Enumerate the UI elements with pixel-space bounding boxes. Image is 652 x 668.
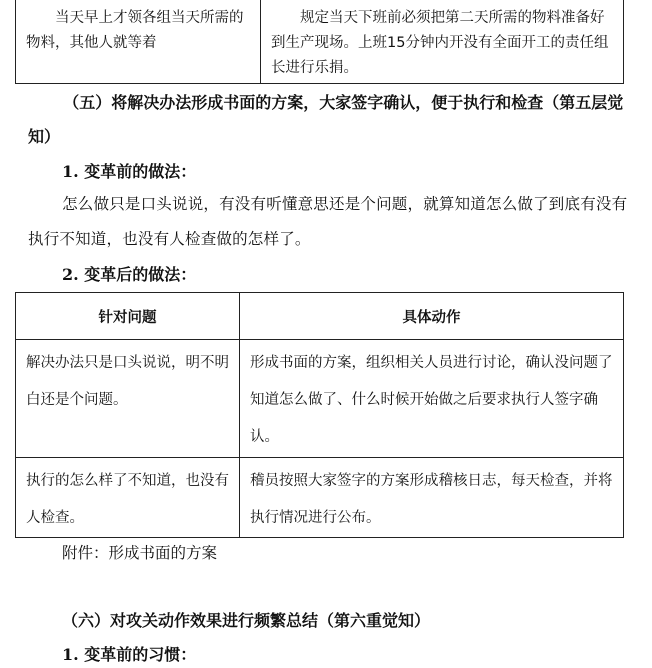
table-cell: 规定当天下班前必须把第二天所需的物料准备好到生产现场。上班15分钟内开没有全面开工的责任组长进行乐捐。	[261, 0, 624, 84]
table-header-row	[16, 293, 624, 340]
table-row	[16, 0, 624, 84]
attachment-note: 附件：形成书面的方案	[62, 544, 218, 562]
table-cell: 稽员按照大家签字的方案形成稽核日志，每天检查，并将执行情况进行公布。	[240, 458, 624, 538]
column-header-problem: 针对问题	[16, 293, 240, 340]
table-row	[16, 340, 624, 458]
table-cell: 解决办法只是口头说说，明不明白还是个问题。	[16, 340, 240, 458]
table-row	[16, 458, 624, 538]
section5-before-heading: 1. 变革前的做法：	[62, 162, 197, 181]
table-cell: 执行的怎么样了不知道，也没有人检查。	[16, 458, 240, 538]
solution-table	[15, 292, 624, 538]
table-cell: 形成书面的方案，组织相关人员进行讨论，确认没问题了知道怎么做了、什么时候开始做之后要求执行人签字确认。	[240, 340, 624, 458]
column-header-action: 具体动作	[240, 293, 624, 340]
section6-before-heading: 1. 变革前的习惯：	[62, 645, 197, 664]
section5-after-heading: 2. 变革后的做法：	[62, 265, 197, 284]
table-cell: 当天早上才领各组当天所需的物料，其他人就等着	[16, 0, 261, 84]
section5-title: （五）将解决办法形成书面的方案，大家签字确认，便于执行和检查（第五层觉知）	[28, 93, 624, 146]
section5-before-text: 怎么做只是口头说说，有没有听懂意思还是个问题，就算知道怎么做了到底有没有执行不知道，也没有人检查做的怎样了。	[28, 195, 628, 248]
top-table-continued	[15, 0, 624, 84]
section6-title: （六）对攻关动作效果进行频繁总结（第六重觉知）	[62, 611, 431, 630]
